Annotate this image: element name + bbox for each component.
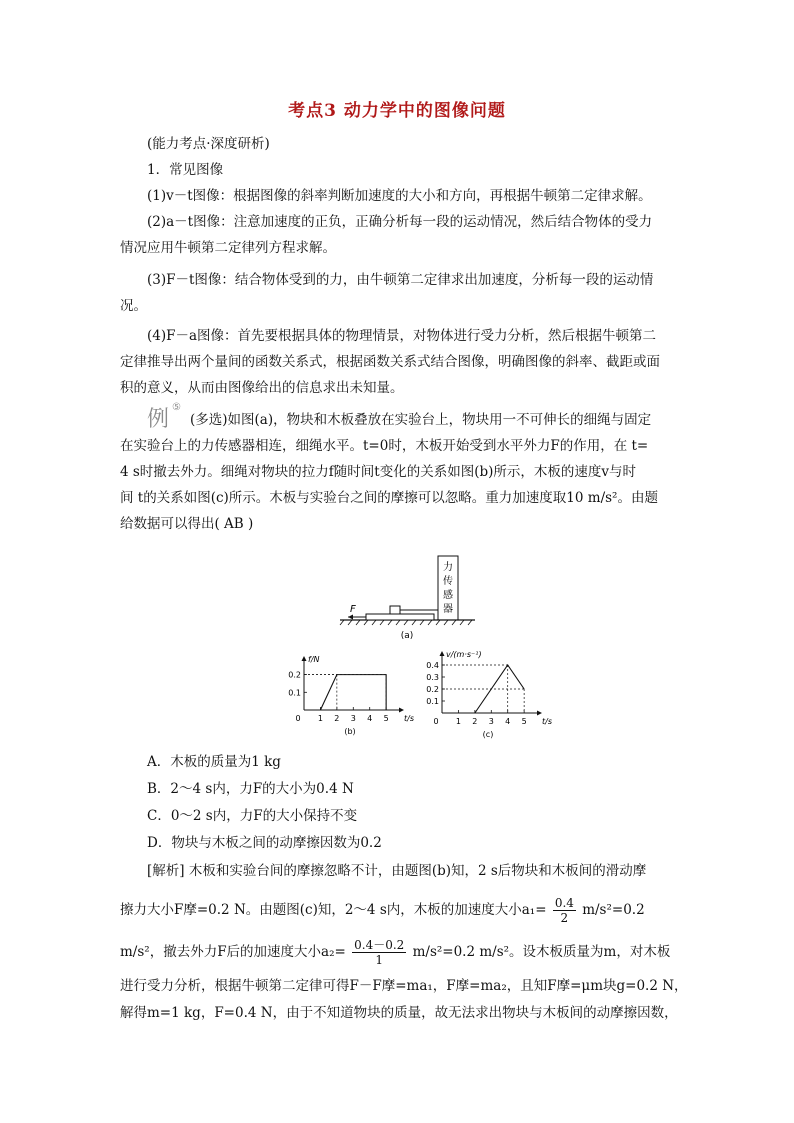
figure-a-caption: (a) [400,631,414,641]
x-tick-label: 5 [383,714,389,723]
option-d: D．物块与木板之间的动摩擦因数为0.2 [147,835,382,851]
x-tick-label: 3 [350,714,356,723]
table-hatching [340,620,472,625]
sensor-char-2: 传 [443,576,453,587]
x-tick-label: 1 [317,714,323,723]
x-tick-label: 5 [521,717,527,726]
chart-c [420,645,550,745]
series-line [320,675,386,710]
example-line4: 间 t的关系如图(c)所示。木板与实验台之间的摩擦可以忽略。重力加速度取10 m/s²。由题 [120,490,658,506]
example-line2: 在实验台上的力传感器相连，细绳水平。t=0时，木板开始受到水平外力F的作用，在 t= [120,438,649,454]
x-axis-label: t/s [542,717,552,726]
analysis-line4: 进行受力分析，根据牛顿第二定律可得F－F摩=ma₁，F摩=ma₂，且知F摩=μm块g=0.2 N， [120,978,688,994]
analysis-line5: 解得m=1 kg，F=0.4 N，由于不知道物块的质量，故无法求出物块与木板间的动摩擦因数， [120,1005,678,1021]
example-line5: 给数据可以得出( AB ) [120,516,254,532]
y-tick-label: 0.2 [426,685,439,694]
x-tick-label: 4 [367,714,373,723]
option-b: B．2～4 s内，力F的大小为0.4 N [147,781,354,797]
chart-b [282,650,412,745]
fraction-a1 [553,896,576,925]
option-a: A．木板的质量为1 kg [147,754,281,770]
wooden-board [366,614,434,620]
x-tick-label: 1 [455,717,461,726]
y-tick-label: 0.4 [426,661,439,670]
fraction-a2-den: 1 [375,953,384,967]
figure-a [330,550,480,645]
analysis-line2-text: 擦力大小F摩=0.2 N。由题图(c)知，2～4 s内，木板的加速度大小a₁= [120,902,547,918]
sensor-char-1: 力 [443,562,453,573]
item-3-line1: (3)F－t图像：结合物体受到的力，由牛顿第二定律求出加速度，分析每一段的运动情 [147,272,654,288]
analysis-line2-tail: m/s²=0.2 [582,902,645,918]
analysis-line2 [120,896,645,925]
fraction-a1-num: 0.4 [554,896,574,910]
item-2-line2: 情况应用牛顿第二定律列方程求解。 [120,240,336,256]
item-2-line1: (2)a－t图像：注意加速度的正负，正确分析每一段的运动情况，然后结合物体的受力 [147,214,653,230]
y-axis-label: v/(m·s⁻¹) [446,650,482,659]
example-mark: 例 [147,407,170,432]
x-tick-label: 3 [488,717,494,726]
x-axis-arrow [537,711,542,716]
analysis-line3 [120,938,670,967]
x-tick-label: 0 [433,717,439,726]
force-label: F [350,604,356,615]
sensor-char-3: 感 [443,590,453,601]
item-1: (1)v－t图像：根据图像的斜率判断加速度的大小和方向，再根据牛顿第二定律求解。 [147,188,652,204]
chart-caption: (c) [482,730,494,739]
x-tick-label: 2 [334,714,340,723]
y-axis-arrow [302,656,307,661]
y-tick-label: 0.3 [426,673,439,682]
x-tick-label: 2 [472,717,478,726]
fraction-a1-den: 2 [560,911,569,925]
analysis-line3-text: m/s²，撤去外力F后的加速度大小a₂= [120,944,346,960]
item-4-line1: (4)F－a图像：首先要根据具体的物理情景，对物体进行受力分析，然后根据牛顿第二 [147,328,657,344]
x-axis-arrow [399,708,404,713]
y-tick-label: 0.2 [288,670,301,680]
x-tick-label: 4 [505,717,511,726]
example-number: ⑤ [172,402,181,413]
example-line1: (多选)如图(a)，物块和木板叠放在实验台上，物块用一不可伸长的细绳与固定 [190,412,652,428]
force-arrow-head [348,615,353,620]
item-3-line2: 况。 [120,298,147,314]
item-4-line3: 积的意义，从而由图像给出的信息求出未知量。 [120,380,404,396]
example-line3: 4 s时撤去外力。细绳对物块的拉力f随时间t变化的关系如图(b)所示，木板的速度v与时 [120,464,637,480]
section-heading: 1．常见图像 [147,162,224,178]
y-tick-label: 0.1 [288,688,301,698]
y-axis-label: f/N [308,655,320,664]
fraction-a2-num: 0.4－0.2 [354,938,405,952]
x-tick-label: 0 [295,714,301,723]
y-tick-label: 0.1 [426,697,439,706]
analysis-line3-tail: m/s²=0.2 m/s²。设木板质量为m，对木板 [412,944,671,960]
y-axis-arrow [440,651,445,656]
sensor-char-4: 器 [443,604,453,615]
block [390,606,400,614]
page-title: 考点3 动力学中的图像问题 [288,101,506,121]
fraction-a2 [352,938,406,967]
item-4-line2: 定律推导出两个量间的函数关系式，根据函数关系式结合图像，明确图像的斜率、截距或面 [120,354,660,370]
option-c: C．0～2 s内，力F的大小保持不变 [147,808,358,824]
chart-caption: (b) [344,727,356,736]
analysis-line1: [解析] 木板和实验台间的摩擦忽略不计，由题图(b)知，2 s后物块和木板间的滑动摩 [147,863,647,879]
subtitle: (能力考点·深度研析) [147,136,270,152]
x-axis-label: t/s [404,714,414,723]
